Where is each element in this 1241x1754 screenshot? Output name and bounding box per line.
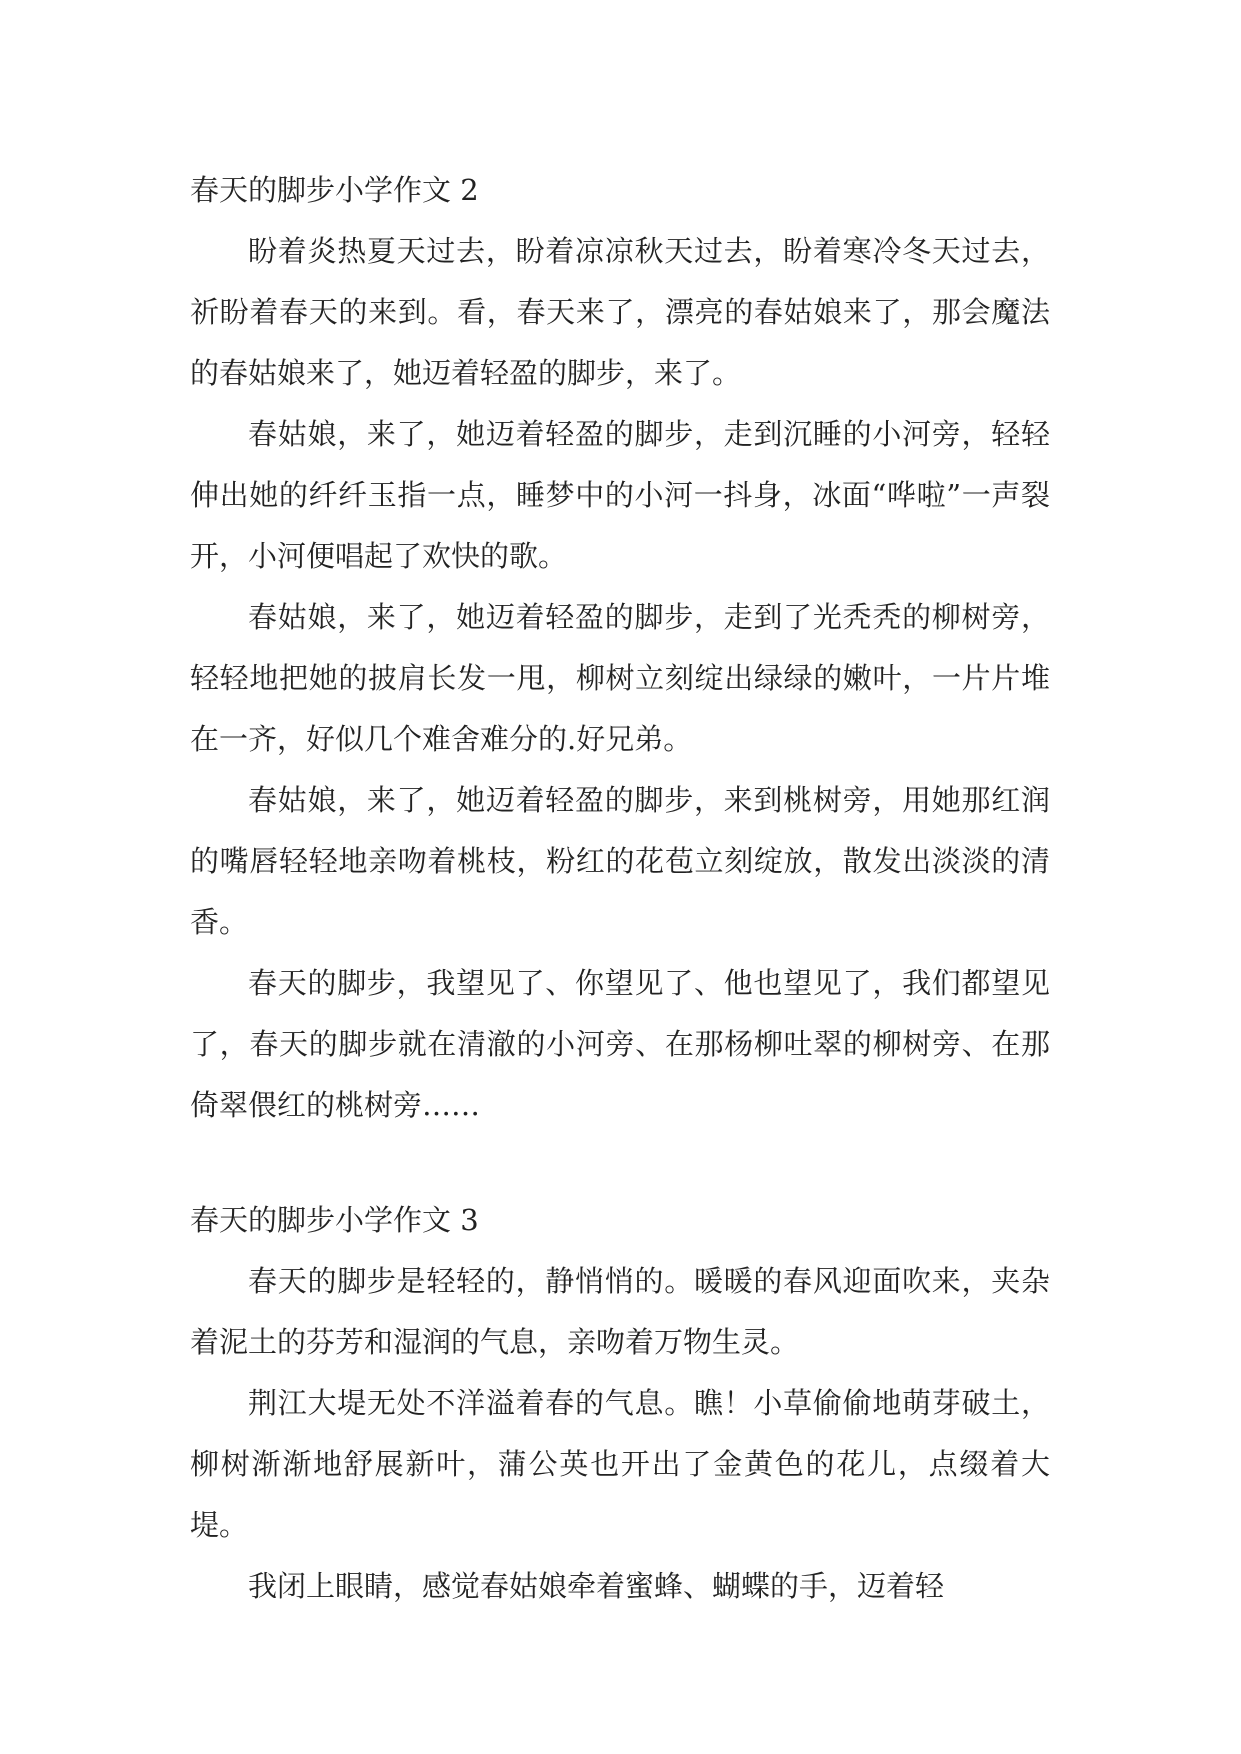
paragraph: 我闭上眼睛，感觉春姑娘牵着蜜蜂、蝴蝶的手，迈着轻 (248, 1569, 945, 1603)
paragraph: 春姑娘，来了，她迈着轻盈的脚步，来到桃树旁，用她那红润的嘴唇轻轻地亲吻着桃枝，粉红的花苞立刻绽放，散发出淡淡的清香。 (190, 783, 1050, 939)
paragraph: 春天的脚步是轻轻的，静悄悄的。暖暖的春风迎面吹来，夹杂着泥土的芬芳和湿润的气息，亲吻着万物生灵。 (190, 1264, 1050, 1359)
paragraph: 荆江大堤无处不洋溢着春的气息。瞧！小草偷偷地萌芽破土，柳树渐渐地舒展新叶，蒲公英也开出了金黄色的花儿，点缀着大堤。 (190, 1386, 1050, 1542)
paragraph: 盼着炎热夏天过去，盼着凉凉秋天过去，盼着寒冷冬天过去，祈盼着春天的来到。看，春天来了，漂亮的春姑娘来了，那会魔法的春姑娘来了，她迈着轻盈的脚步，来了。 (190, 234, 1050, 390)
essay-section-3 (190, 1190, 1050, 1617)
paragraph: 春姑娘，来了，她迈着轻盈的脚步，走到了光秃秃的柳树旁，轻轻地把她的披肩长发一甩，柳树立刻绽出绿绿的嫩叶，一片片堆在一齐，好似几个难舍难分的.好兄弟。 (190, 600, 1050, 756)
essay-title: 春天的脚步小学作文 3 (190, 1203, 479, 1237)
document-body (190, 160, 1050, 1617)
essay-section-2 (190, 160, 1050, 1136)
paragraph: 春姑娘，来了，她迈着轻盈的脚步，走到沉睡的小河旁，轻轻伸出她的纤纤玉指一点，睡梦中的小河一抖身，冰面“哗啦”一声裂开，小河便唱起了欢快的歌。 (190, 417, 1050, 573)
paragraph: 春天的脚步，我望见了、你望见了、他也望见了，我们都望见了，春天的脚步就在清澈的小河旁、在那杨柳吐翠的柳树旁、在那倚翠偎红的桃树旁…… (190, 966, 1050, 1122)
essay-title: 春天的脚步小学作文 2 (190, 173, 479, 207)
